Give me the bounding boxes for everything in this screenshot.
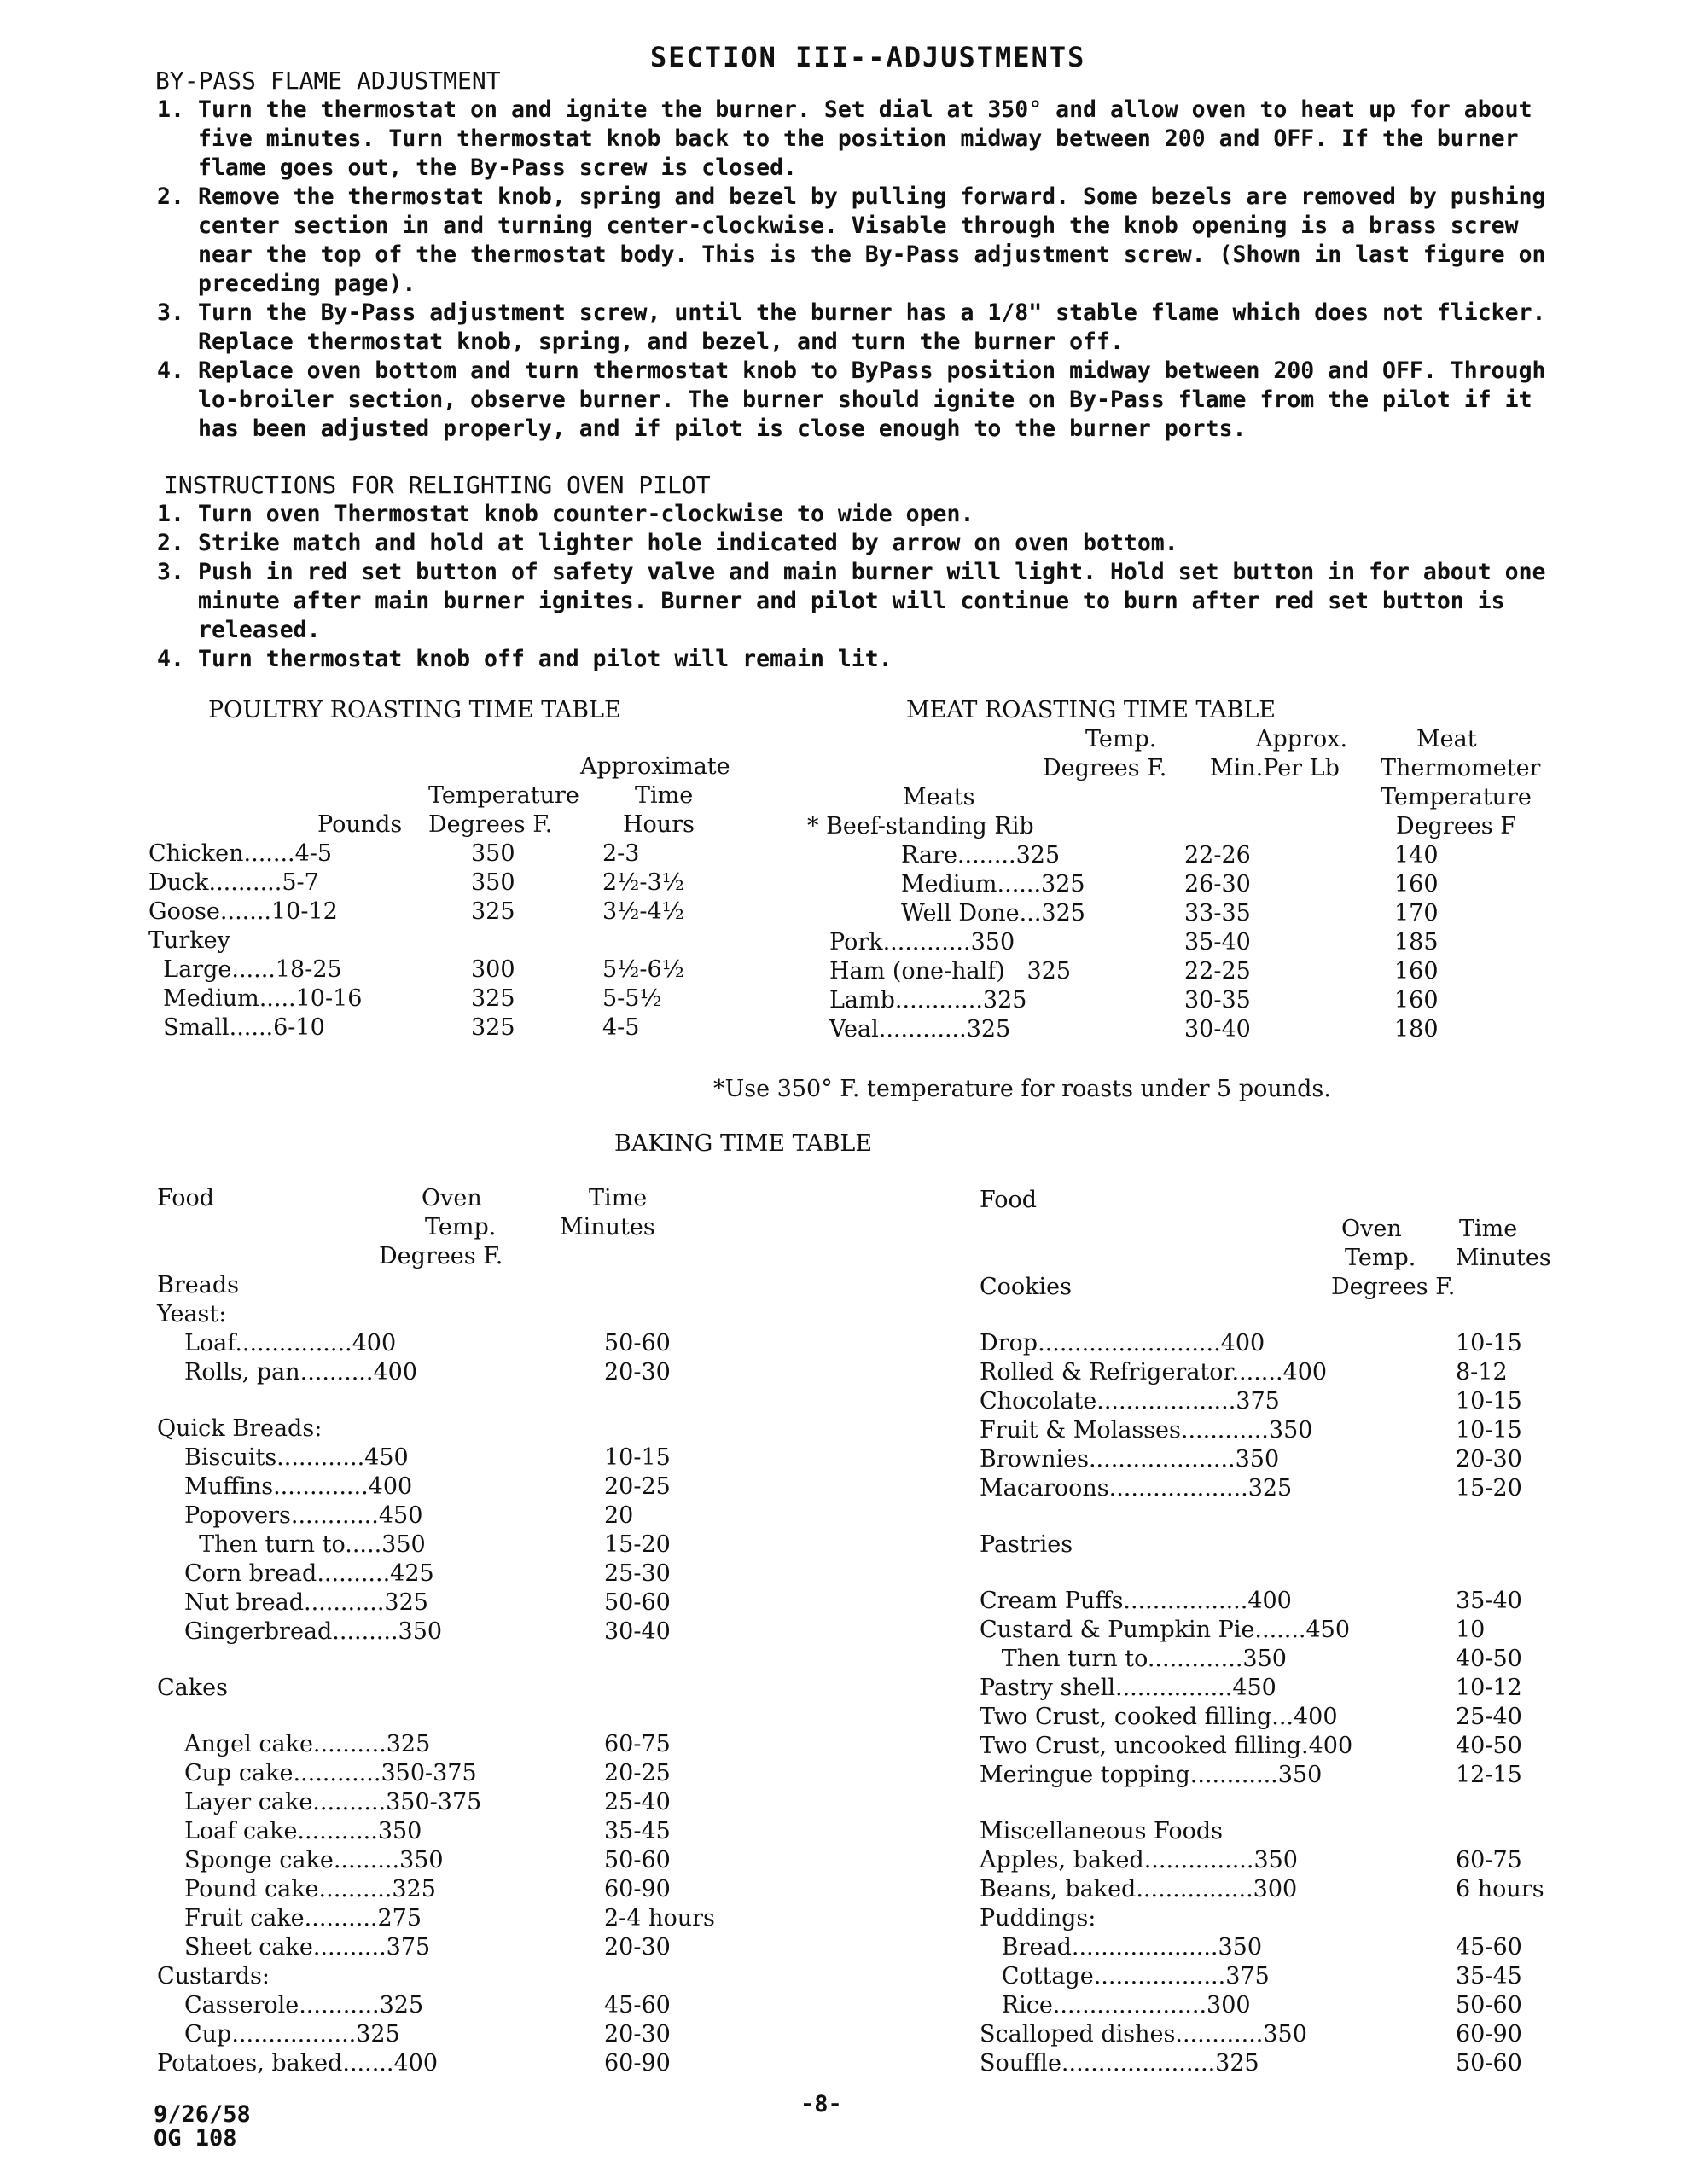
baking-left-hdr-degrees: Degrees F. xyxy=(379,1243,503,1269)
meat-title: MEAT ROASTING TIME TABLE xyxy=(906,697,1276,723)
poultry-time: 5½-6½ xyxy=(602,956,684,983)
baking-right-time: 25-40 xyxy=(1456,1704,1522,1730)
baking-left-item: Rolls, pan..........400 xyxy=(184,1359,418,1385)
meat-min-per-lb: 33-35 xyxy=(1184,900,1251,926)
baking-right-hdr-minutes: Minutes xyxy=(1456,1245,1551,1271)
baking-right-time: 12-15 xyxy=(1456,1762,1522,1788)
baking-left-item: Layer cake..........350-375 xyxy=(184,1789,482,1815)
relight-step xyxy=(157,645,1573,674)
baking-right-item: Then turn to.............350 xyxy=(980,1646,1287,1672)
baking-left-item: Yeast: xyxy=(157,1301,227,1327)
baking-right-time: 50-60 xyxy=(1456,1992,1522,2018)
baking-left-item: Quick Breads: xyxy=(157,1415,323,1442)
baking-right-time: 10-15 xyxy=(1456,1388,1522,1414)
baking-right-time: 35-40 xyxy=(1456,1588,1522,1614)
poultry-time: 2-3 xyxy=(602,840,640,867)
section-title: SECTION III--ADJUSTMENTS xyxy=(650,41,1086,73)
meat-item: Rare........325 xyxy=(901,842,1061,868)
baking-right-item: Souffle.....................325 xyxy=(980,2050,1259,2077)
step-number: 4. xyxy=(157,357,184,384)
baking-right-item: Meringue topping............350 xyxy=(980,1762,1323,1788)
poultry-time: 5-5½ xyxy=(602,985,662,1012)
baking-left-item: Potatoes, baked.......400 xyxy=(157,2050,438,2077)
baking-right-time: 60-90 xyxy=(1456,2021,1522,2048)
meat-min-per-lb: 35-40 xyxy=(1184,929,1251,956)
baking-right-item: Brownies....................350 xyxy=(980,1446,1280,1472)
baking-title: BAKING TIME TABLE xyxy=(614,1130,873,1157)
meat-hdr-temp: Temp. xyxy=(1085,726,1157,752)
baking-left-hdr-temp: Temp. xyxy=(425,1214,497,1240)
baking-left-item: Custards: xyxy=(157,1963,270,1989)
baking-right-item: Bread....................350 xyxy=(980,1934,1263,1960)
step-text: Push in red set button of safety valve and main burner will light. Hold set button in for about one minute after main burner ignites. Burner and pilot will continue to burn after red set button is released. xyxy=(198,559,1546,643)
meat-thermometer: 160 xyxy=(1394,871,1439,897)
baking-right-item: Rice.....................300 xyxy=(980,1992,1251,2018)
relight-steps xyxy=(157,500,1573,674)
bypass-steps xyxy=(157,96,1569,444)
poultry-hdr-hours: Hours xyxy=(623,811,695,838)
relight-step xyxy=(157,558,1573,645)
meat-item: Veal............325 xyxy=(829,1016,1011,1043)
baking-right-hdr-degrees: Degrees F. xyxy=(1331,1274,1456,1300)
step-number: 2. xyxy=(157,183,184,210)
baking-left-time: 45-60 xyxy=(604,1992,671,2018)
baking-left-item: Angel cake..........325 xyxy=(184,1731,431,1757)
meat-item: Well Done...325 xyxy=(901,900,1085,926)
meat-hdr-beef: * Beef-standing Rib xyxy=(807,813,1034,839)
step-number: 4. xyxy=(157,646,184,672)
baking-left-time: 25-30 xyxy=(604,1560,671,1587)
poultry-hdr-time: Time xyxy=(635,782,694,809)
meat-hdr-thermometer: Thermometer xyxy=(1381,755,1541,781)
baking-right-item: Macaroons...................325 xyxy=(980,1475,1293,1502)
baking-right-time: 40-50 xyxy=(1456,1646,1522,1672)
poultry-title: POULTRY ROASTING TIME TABLE xyxy=(208,697,621,723)
bypass-heading: BY-PASS FLAME ADJUSTMENT xyxy=(155,67,501,95)
meat-item: Medium......325 xyxy=(901,871,1085,897)
meat-thermometer: 180 xyxy=(1394,1016,1439,1043)
poultry-temp: 325 xyxy=(471,985,515,1012)
baking-left-item: Pound cake..........325 xyxy=(184,1876,436,1902)
baking-left-item: Then turn to.....350 xyxy=(184,1531,426,1558)
baking-left-time: 60-90 xyxy=(604,2050,671,2077)
baking-left-time: 10-15 xyxy=(604,1444,671,1471)
baking-left-item: Popovers............450 xyxy=(184,1502,423,1529)
meat-item: Pork............350 xyxy=(829,929,1015,956)
meat-hdr-degreesf: Degrees F xyxy=(1396,813,1516,839)
baking-right-item: Rolled & Refrigerator.......400 xyxy=(980,1359,1328,1385)
baking-left-item: Sheet cake..........375 xyxy=(184,1934,431,1960)
bypass-step xyxy=(157,357,1569,444)
meat-thermometer: 160 xyxy=(1394,987,1439,1014)
baking-left-hdr-minutes: Minutes xyxy=(560,1214,655,1240)
poultry-item: Duck..........5-7 xyxy=(148,869,319,896)
step-text: Strike match and hold at lighter hole indicated by arrow on oven bottom. xyxy=(198,530,1178,556)
baking-left-item: Breads xyxy=(157,1272,239,1298)
baking-left-item: Muffins.............400 xyxy=(184,1473,413,1500)
baking-right-hdr-time: Time xyxy=(1459,1216,1518,1242)
step-text: Remove the thermostat knob, spring and bezel by pulling forward. Some bezels are removed by pushing center section in and turning center-clockwise. Visable through the knob opening is a brass screw near the top of the thermostat body. This is the By-Pass adjustment screw. (Shown in last figure on preceding page). xyxy=(198,183,1546,297)
step-number: 3. xyxy=(157,559,184,585)
step-text: Turn the thermostat on and ignite the burner. Set dial at 350° and allow oven to heat up for about five minutes. Turn thermostat knob back to the position midway between 200 and OFF. If the burner flame goes out, the By-Pass screw is closed. xyxy=(198,96,1532,181)
baking-left-time: 20-25 xyxy=(604,1473,671,1500)
meat-item: Ham (one-half) 325 xyxy=(829,958,1072,985)
meat-hdr-approx: Approx. xyxy=(1256,726,1348,752)
baking-right-item: Two Crust, cooked filling...400 xyxy=(980,1704,1338,1730)
baking-right-time: 20-30 xyxy=(1456,1446,1522,1472)
baking-left-time: 35-45 xyxy=(604,1818,671,1844)
bypass-step xyxy=(157,96,1569,183)
footer-date: 9/26/58 xyxy=(154,2101,251,2128)
baking-right-time: 10-15 xyxy=(1456,1417,1522,1443)
poultry-item: Small......6-10 xyxy=(148,1014,325,1041)
poultry-item: Turkey xyxy=(148,927,230,954)
meat-hdr-degrees: Degrees F. xyxy=(1043,755,1167,781)
meat-hdr-meat: Meat xyxy=(1416,726,1477,752)
baking-left-item: Loaf cake...........350 xyxy=(184,1818,422,1844)
poultry-hdr-degrees: Degrees F. xyxy=(428,811,553,838)
bypass-step xyxy=(157,299,1569,357)
baking-right-item: Pastry shell................450 xyxy=(980,1675,1276,1701)
meat-thermometer: 140 xyxy=(1394,842,1439,868)
step-text: Turn oven Thermostat knob counter-clockwise to wide open. xyxy=(198,501,974,527)
poultry-temp: 350 xyxy=(471,840,515,867)
meat-hdr-minperlb: Min.Per Lb xyxy=(1210,755,1340,781)
footer-code: OG 108 xyxy=(154,2125,237,2152)
poultry-temp: 325 xyxy=(471,898,515,925)
baking-left-time: 20 xyxy=(604,1502,634,1529)
baking-left-hdr-oven: Oven xyxy=(422,1185,482,1211)
baking-left-time: 20-30 xyxy=(604,1934,671,1960)
baking-left-item: Cup cake............350-375 xyxy=(184,1760,477,1786)
baking-left-time: 60-90 xyxy=(604,1876,671,1902)
step-text: Turn thermostat knob off and pilot will remain lit. xyxy=(198,646,893,672)
baking-left-item: Cup.................325 xyxy=(184,2021,400,2048)
baking-left-item: Casserole...........325 xyxy=(184,1992,424,2018)
baking-right-time: 40-50 xyxy=(1456,1733,1522,1759)
poultry-item: Medium.....10-16 xyxy=(148,985,363,1012)
meat-min-per-lb: 30-40 xyxy=(1184,1016,1251,1043)
baking-right-hdr-temp: Temp. xyxy=(1345,1245,1416,1271)
page-number: -8- xyxy=(800,2091,842,2117)
baking-left-time: 2-4 hours xyxy=(604,1905,715,1931)
step-number: 3. xyxy=(157,299,184,326)
baking-left-time: 20-30 xyxy=(604,1359,671,1385)
baking-right-item: Chocolate...................375 xyxy=(980,1388,1280,1414)
baking-right-item: Cookies xyxy=(980,1274,1072,1300)
bypass-step xyxy=(157,183,1569,299)
baking-left-item: Gingerbread.........350 xyxy=(184,1618,443,1645)
baking-left-time: 25-40 xyxy=(604,1789,671,1815)
relight-step xyxy=(157,500,1573,529)
poultry-hdr-pounds: Pounds xyxy=(317,811,403,838)
poultry-hdr-approx: Approximate xyxy=(580,753,730,780)
baking-right-time: 10-12 xyxy=(1456,1675,1522,1701)
baking-left-time: 30-40 xyxy=(604,1618,671,1645)
step-number: 2. xyxy=(157,530,184,556)
meat-hdr-meats: Meats xyxy=(903,784,975,810)
meat-thermometer: 185 xyxy=(1394,929,1439,956)
baking-left-item: Biscuits............450 xyxy=(184,1444,409,1471)
baking-left-time: 20-25 xyxy=(604,1760,671,1786)
baking-right-time: 60-75 xyxy=(1456,1847,1522,1873)
meat-note: *Use 350° F. temperature for roasts under 5 pounds. xyxy=(713,1076,1331,1102)
meat-min-per-lb: 30-35 xyxy=(1184,987,1251,1014)
baking-right-item: Beans, baked................300 xyxy=(980,1876,1298,1902)
step-text: Turn the By-Pass adjustment screw, until the burner has a 1/8" stable flame which does not flicker. Replace thermostat knob, spring, and bezel, and turn the burner off. xyxy=(198,299,1546,355)
baking-left-time: 20-30 xyxy=(604,2021,671,2048)
baking-left-item: Corn bread..........425 xyxy=(184,1560,434,1587)
step-number: 1. xyxy=(157,501,184,527)
step-text: Replace oven bottom and turn thermostat knob to ByPass position midway between 200 and OFF. Through lo-broiler section, observe burner. The burner should ignite on By-Pass flame from the pilot if it has been adjusted properly, and if pilot is close enough to the burner ports. xyxy=(198,357,1546,442)
baking-left-time: 50-60 xyxy=(604,1330,671,1356)
baking-right-item: Cream Puffs.................400 xyxy=(980,1588,1292,1614)
baking-right-time: 50-60 xyxy=(1456,2050,1522,2077)
baking-left-hdr-food: Food xyxy=(157,1185,215,1211)
meat-min-per-lb: 22-25 xyxy=(1184,958,1251,985)
poultry-item: Goose.......10-12 xyxy=(148,898,338,925)
baking-right-hdr-food: Food xyxy=(980,1187,1038,1213)
baking-right-time: 35-45 xyxy=(1456,1963,1522,1989)
baking-right-item: Scalloped dishes............350 xyxy=(980,2021,1307,2048)
poultry-time: 2½-3½ xyxy=(602,869,684,896)
poultry-time: 4-5 xyxy=(602,1014,640,1041)
baking-left-item: Loaf................400 xyxy=(184,1330,397,1356)
baking-left-item: Fruit cake..........275 xyxy=(184,1905,422,1931)
relight-step xyxy=(157,529,1573,558)
meat-hdr-temperature: Temperature xyxy=(1381,784,1532,810)
meat-thermometer: 160 xyxy=(1394,958,1439,985)
baking-left-time: 15-20 xyxy=(604,1531,671,1558)
baking-right-time: 15-20 xyxy=(1456,1475,1522,1502)
baking-right-item: Fruit & Molasses............350 xyxy=(980,1417,1313,1443)
poultry-time: 3½-4½ xyxy=(602,898,684,925)
meat-min-per-lb: 26-30 xyxy=(1184,871,1251,897)
baking-left-time: 50-60 xyxy=(604,1589,671,1616)
baking-left-time: 60-75 xyxy=(604,1731,671,1757)
poultry-hdr-temperature: Temperature xyxy=(428,782,579,809)
baking-left-item: Cakes xyxy=(157,1675,228,1701)
meat-thermometer: 170 xyxy=(1394,900,1439,926)
baking-left-item: Nut bread...........325 xyxy=(184,1589,428,1616)
baking-left-item: Sponge cake.........350 xyxy=(184,1847,444,1873)
baking-right-item: Apples, baked...............350 xyxy=(980,1847,1298,1873)
meat-item: Lamb............325 xyxy=(829,987,1027,1014)
baking-right-item: Two Crust, uncooked filling.400 xyxy=(980,1733,1353,1759)
baking-left-time: 50-60 xyxy=(604,1847,671,1873)
poultry-temp: 350 xyxy=(471,869,515,896)
baking-right-item: Miscellaneous Foods xyxy=(980,1818,1223,1844)
baking-right-item: Drop.........................400 xyxy=(980,1330,1265,1356)
relight-heading: INSTRUCTIONS FOR RELIGHTING OVEN PILOT xyxy=(164,471,711,499)
baking-right-hdr-oven: Oven xyxy=(1341,1216,1402,1242)
meat-min-per-lb: 22-26 xyxy=(1184,842,1251,868)
baking-right-time: 8-12 xyxy=(1456,1359,1508,1385)
baking-right-time: 45-60 xyxy=(1456,1934,1522,1960)
poultry-item: Chicken.......4-5 xyxy=(148,840,333,867)
poultry-temp: 325 xyxy=(471,1014,515,1041)
poultry-item: Large......18-25 xyxy=(148,956,342,983)
baking-right-time: 10-15 xyxy=(1456,1330,1522,1356)
baking-right-item: Puddings: xyxy=(980,1905,1096,1931)
step-number: 1. xyxy=(157,96,184,123)
baking-right-time: 10 xyxy=(1456,1617,1486,1643)
baking-right-item: Cottage..................375 xyxy=(980,1963,1270,1989)
baking-left-hdr-time: Time xyxy=(589,1185,648,1211)
poultry-temp: 300 xyxy=(471,956,515,983)
baking-right-item: Custard & Pumpkin Pie.......450 xyxy=(980,1617,1351,1643)
baking-right-item: Pastries xyxy=(980,1531,1073,1558)
baking-right-time: 6 hours xyxy=(1456,1876,1544,1902)
